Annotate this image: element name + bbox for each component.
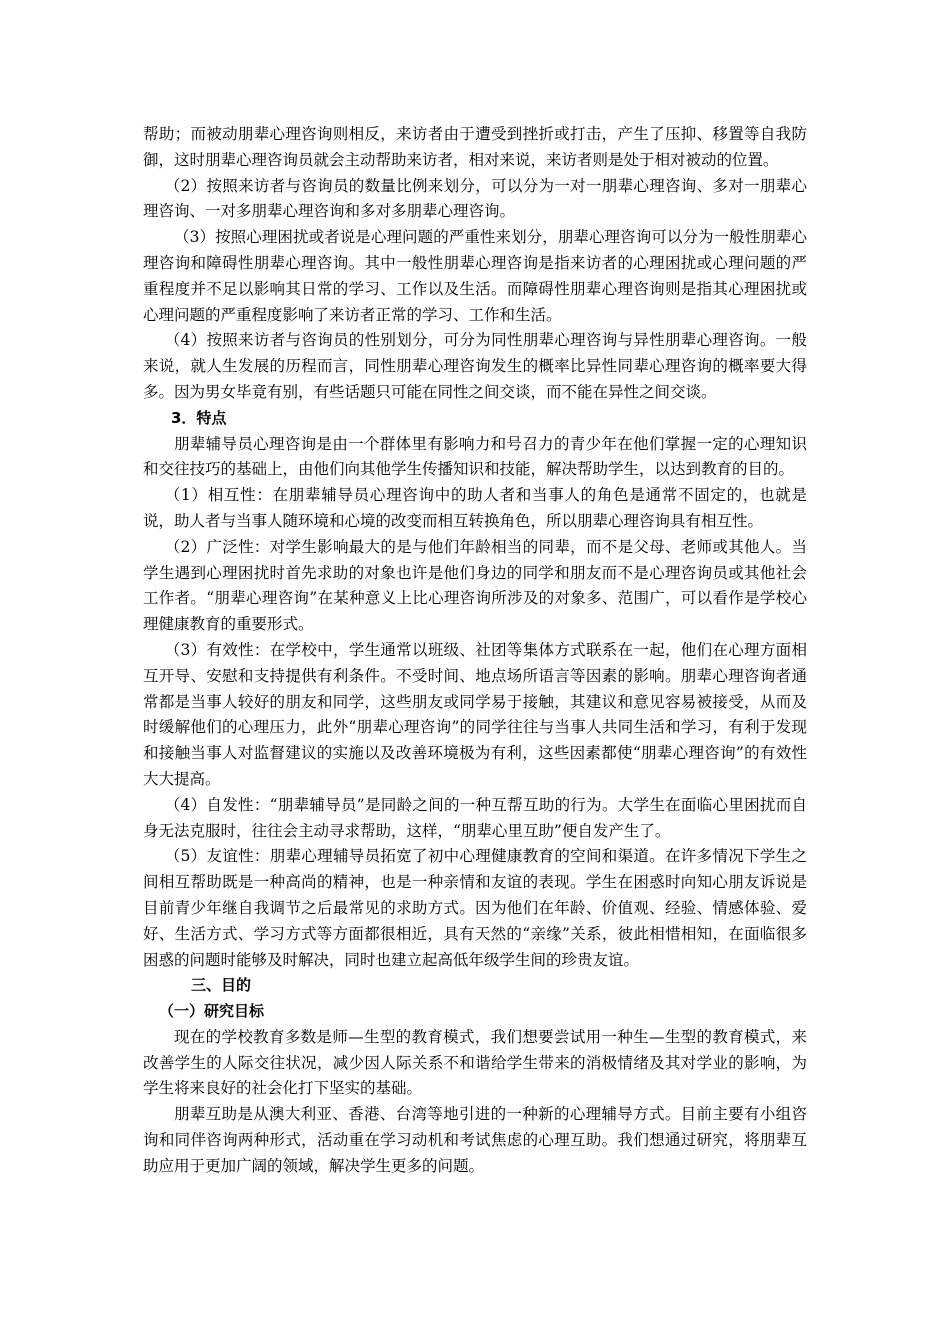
paragraph: （2）按照来访者与咨询员的数量比例来划分，可以分为一对一朋辈心理咨询、多对一朋辈心理咨询、一对多朋辈心理咨询和多对多朋辈心理咨询。 (143, 176, 807, 221)
paragraph: （4）按照来访者与咨询员的性别划分，可分为同性朋辈心理咨询与异性朋辈心理咨询。一般来说，就人生发展的历程而言，同性朋辈心理咨询发生的概率比异性同辈心理咨询的概率要大得多。因为男女毕竟有别，有些话题只可能在同性之间交谈，而不能在异性之间交谈。 (143, 331, 807, 401)
paragraph: 帮助；而被动朋辈心理咨询则相反，来访者由于遭受到挫折或打击，产生了压抑、移置等自我防御，这时朋辈心理咨询员就会主动帮助来访者，相对来说，来访者则是处于相对被动的位置。 (143, 125, 807, 169)
paragraph: （5）友谊性：朋辈心理辅导员拓宽了初中心理健康教育的空间和渠道。在许多情况下学生之间相互帮助既是一种高尚的精神，也是一种亲情和友谊的表现。学生在困惑时向知心朋友诉说是目前青少年继自我调节之后最常见的求助方式。因为他们在年龄、价值观、经验、情感体验、爱好、生活方式、学习方式等方面都很相近，具有天然的“亲缘”关系，彼此相惜相知，在面临很多困惑的问题时能够及时解决，同时也建立起高低年级学生间的珍贵友谊。 (143, 847, 807, 969)
paragraph: （1）相互性：在朋辈辅导员心理咨询中的助人者和当事人的角色是通常不固定的，也就是说，助人者与当事人随环境和心境的改变而相互转换角色，所以朋辈心理咨询具有相互性。 (143, 486, 807, 530)
paragraph: 朋辈互助是从澳大利亚、香港、台湾等地引进的一种新的心理辅导方式。目前主要有小组咨询和同伴咨询两种形式，活动重在学习动机和考试焦虑的心理互助。我们想通过研究，将朋辈互助应用于更加广阔的领域，解决学生更多的问题。 (143, 1105, 807, 1175)
subsection-heading: （一）研究目标 (159, 1002, 265, 1021)
section-heading: 3．特点 (171, 408, 227, 427)
document-body (143, 122, 807, 1180)
paragraph: 现在的学校教育多数是师—生型的教育模式，我们想要尝试用一种生—生型的教育模式，来改善学生的人际交往状况，减少因人际关系不和谐给学生带来的消极情绪及其对学业的影响，为学生将来良好的社会化打下坚实的基础。 (143, 1027, 807, 1098)
paragraph: 朋辈辅导员心理咨询是由一个群体里有影响力和号召力的青少年在他们掌握一定的心理知识和交往技巧的基础上，由他们向其他学生传播知识和技能，解决帮助学生，以达到教育的目的。 (143, 434, 807, 479)
paragraph: （4）自发性：“朋辈辅导员”是同龄之间的一种互帮互助的行为。大学生在面临心里困扰而自身无法克服时，往往会主动寻求帮助，这样，“朋辈心里互助”便自发产生了。 (143, 795, 807, 840)
paragraph: （2）广泛性：对学生影响最大的是与他们年龄相当的同辈，而不是父母、老师或其他人。当学生遇到心理困扰时首先求助的对象也许是他们身边的同学和朋友而不是心理咨询员或其他社会工作者。“朋辈心理咨询”在某种意义上比心理咨询所涉及的对象多、范围广，可以看作是学校心理健康教育的重要形式。 (143, 537, 807, 634)
section-heading: 三、目的 (191, 976, 252, 995)
paragraph: （3）有效性：在学校中，学生通常以班级、社团等集体方式联系在一起，他们在心理方面相互开导、安慰和支持提供有利条件。不受时间、地点场所语言等因素的影响。朋辈心理咨询者通常都是当事人较好的朋友和同学，这些朋友或同学易于接触，其建议和意见容易被接受，从而及时缓解他们的心理压力，此外“朋辈心理咨询”的同学往往与当事人共同生活和学习，有利于发现和接触当事人对监督建议的实施以及改善环境极为有利，这些因素都使“朋辈心理咨询”的有效性大大提高。 (143, 640, 807, 788)
paragraph: （3）按照心理困扰或者说是心理问题的严重性来划分，朋辈心理咨询可以分为一般性朋辈心理咨询和障碍性朋辈心理咨询。其中一般性朋辈心理咨询是指来访者的心理困扰或心理问题的严重程度并不足以影响其日常的学习、工作以及生活。而障碍性朋辈心理咨询则是指其心理困扰或心理问题的严重程度影响了来访者正常的学习、工作和生活。 (143, 228, 807, 324)
